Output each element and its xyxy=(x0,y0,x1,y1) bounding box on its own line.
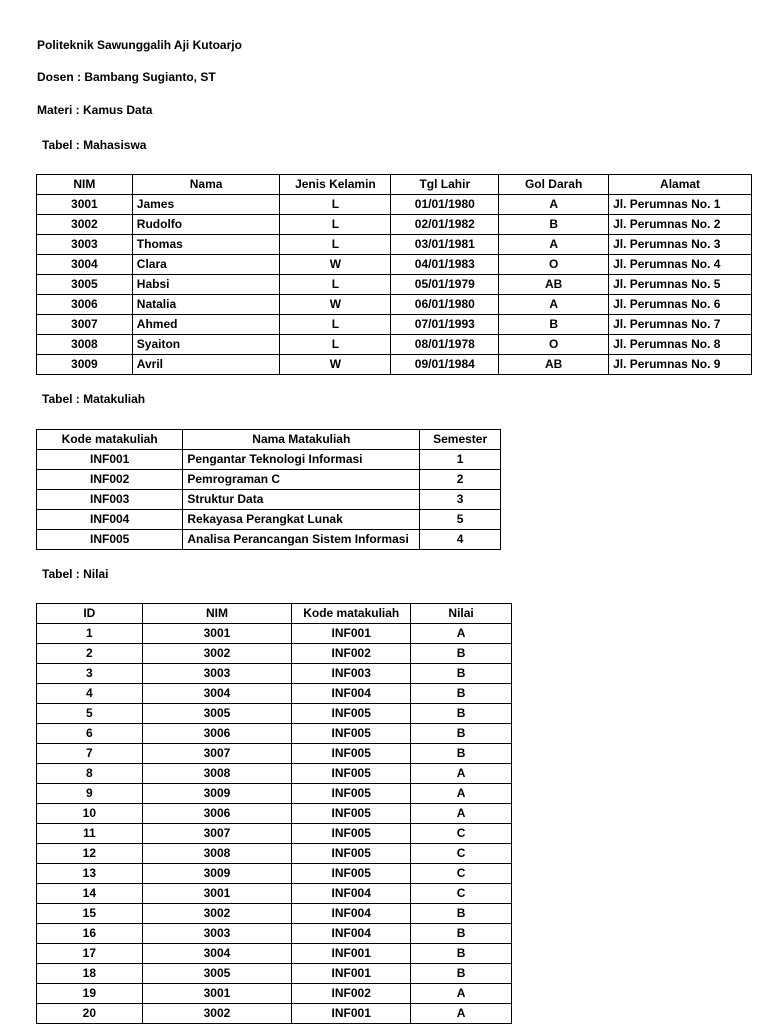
table-cell: A xyxy=(499,235,609,255)
table-cell: A xyxy=(411,804,512,824)
table-cell: 16 xyxy=(37,924,143,944)
nilai-col-header: ID xyxy=(37,604,143,624)
table-cell: 1 xyxy=(37,624,143,644)
table-row xyxy=(37,744,512,764)
table-cell: Rekayasa Perangkat Lunak xyxy=(183,510,420,530)
table-cell: INF005 xyxy=(292,804,411,824)
table-cell: 3009 xyxy=(37,355,133,375)
table-row xyxy=(37,884,512,904)
table-cell: Jl. Perumnas No. 9 xyxy=(609,355,752,375)
table-cell: L xyxy=(280,195,391,215)
table-cell: 3003 xyxy=(142,924,292,944)
table-cell: 5 xyxy=(37,704,143,724)
table-row xyxy=(37,704,512,724)
table-cell: 3 xyxy=(420,490,501,510)
table-cell: 3008 xyxy=(142,764,292,784)
table-cell: B xyxy=(411,644,512,664)
table-row xyxy=(37,684,512,704)
table-cell: 09/01/1984 xyxy=(391,355,499,375)
table-cell: 3008 xyxy=(37,335,133,355)
table-cell: Jl. Perumnas No. 3 xyxy=(609,235,752,255)
mahasiswa-col-header: Nama xyxy=(132,175,280,195)
table-cell: Ahmed xyxy=(132,315,280,335)
table-cell: Habsi xyxy=(132,275,280,295)
table-cell: INF004 xyxy=(292,884,411,904)
table-cell: A xyxy=(411,764,512,784)
table-cell: INF005 xyxy=(292,844,411,864)
mahasiswa-col-header: Gol Darah xyxy=(499,175,609,195)
table-cell: 13 xyxy=(37,864,143,884)
table-row xyxy=(37,824,512,844)
table-cell: 5 xyxy=(420,510,501,530)
table-cell: 9 xyxy=(37,784,143,804)
mahasiswa-col-header: Jenis Kelamin xyxy=(280,175,391,195)
table-cell: O xyxy=(499,255,609,275)
topic-line: Materi : Kamus Data xyxy=(37,103,153,117)
table-cell: Jl. Perumnas No. 5 xyxy=(609,275,752,295)
table-row xyxy=(37,235,752,255)
table-row xyxy=(37,355,752,375)
nilai-header-row xyxy=(37,604,512,624)
table-cell: 2 xyxy=(420,470,501,490)
mahasiswa-col-header: NIM xyxy=(37,175,133,195)
nilai-col-header: Kode matakuliah xyxy=(292,604,411,624)
table-cell: 3005 xyxy=(142,704,292,724)
table-cell: L xyxy=(280,215,391,235)
table-cell: C xyxy=(411,824,512,844)
table-row xyxy=(37,470,501,490)
table-cell: 3002 xyxy=(37,215,133,235)
table-cell: 3003 xyxy=(37,235,133,255)
table-cell: 8 xyxy=(37,764,143,784)
table-cell: 2 xyxy=(37,644,143,664)
table-cell: INF004 xyxy=(37,510,183,530)
table-cell: 3006 xyxy=(142,804,292,824)
table-cell: 3002 xyxy=(142,904,292,924)
table-cell: W xyxy=(280,255,391,275)
table-cell: B xyxy=(499,215,609,235)
table-cell: 3006 xyxy=(142,724,292,744)
table-cell: A xyxy=(411,1004,512,1024)
table-cell: 3004 xyxy=(37,255,133,275)
table-cell: 08/01/1978 xyxy=(391,335,499,355)
table-cell: INF005 xyxy=(37,530,183,550)
table-cell: B xyxy=(411,704,512,724)
table-cell: 12 xyxy=(37,844,143,864)
table-cell: 3004 xyxy=(142,684,292,704)
table-row xyxy=(37,1004,512,1024)
table-cell: 3008 xyxy=(142,844,292,864)
table-cell: Natalia xyxy=(132,295,280,315)
table-cell: C xyxy=(411,884,512,904)
table-row xyxy=(37,864,512,884)
institution-name: Politeknik Sawunggalih Aji Kutoarjo xyxy=(37,38,242,52)
table-row xyxy=(37,664,512,684)
table-cell: 1 xyxy=(420,450,501,470)
table-cell: INF005 xyxy=(292,864,411,884)
matakuliah-table xyxy=(36,429,501,550)
table-cell: INF001 xyxy=(292,944,411,964)
table-cell: 4 xyxy=(420,530,501,550)
mahasiswa-table xyxy=(36,174,752,375)
table-cell: 3001 xyxy=(142,884,292,904)
table-row xyxy=(37,490,501,510)
table-cell: B xyxy=(499,315,609,335)
table-row xyxy=(37,904,512,924)
table-cell: 20 xyxy=(37,1004,143,1024)
table-cell: 3003 xyxy=(142,664,292,684)
nilai-caption: Tabel : Nilai xyxy=(42,567,109,581)
table-cell: INF001 xyxy=(292,624,411,644)
table-cell: Jl. Perumnas No. 7 xyxy=(609,315,752,335)
table-cell: A xyxy=(499,195,609,215)
table-cell: 15 xyxy=(37,904,143,924)
table-cell: 3001 xyxy=(37,195,133,215)
table-row xyxy=(37,450,501,470)
table-row xyxy=(37,195,752,215)
table-row xyxy=(37,964,512,984)
table-cell: 3005 xyxy=(37,275,133,295)
matakuliah-col-header: Nama Matakuliah xyxy=(183,430,420,450)
table-cell: 10 xyxy=(37,804,143,824)
table-cell: A xyxy=(411,984,512,1004)
table-cell: 17 xyxy=(37,944,143,964)
table-cell: INF002 xyxy=(292,644,411,664)
table-row xyxy=(37,315,752,335)
table-cell: 3009 xyxy=(142,784,292,804)
table-cell: 3005 xyxy=(142,964,292,984)
table-cell: Pengantar Teknologi Informasi xyxy=(183,450,420,470)
table-row xyxy=(37,844,512,864)
mahasiswa-header-row xyxy=(37,175,752,195)
table-row xyxy=(37,644,512,664)
table-cell: INF004 xyxy=(292,684,411,704)
table-cell: 3007 xyxy=(37,315,133,335)
table-cell: L xyxy=(280,275,391,295)
table-cell: 01/01/1980 xyxy=(391,195,499,215)
table-cell: 3004 xyxy=(142,944,292,964)
table-cell: 05/01/1979 xyxy=(391,275,499,295)
table-cell: 3007 xyxy=(142,824,292,844)
table-row xyxy=(37,275,752,295)
table-cell: Thomas xyxy=(132,235,280,255)
table-cell: 18 xyxy=(37,964,143,984)
table-cell: INF002 xyxy=(37,470,183,490)
table-cell: INF001 xyxy=(37,450,183,470)
table-cell: Jl. Perumnas No. 8 xyxy=(609,335,752,355)
table-row xyxy=(37,295,752,315)
table-cell: 3002 xyxy=(142,644,292,664)
table-cell: B xyxy=(411,744,512,764)
table-cell: Syaiton xyxy=(132,335,280,355)
table-cell: Jl. Perumnas No. 4 xyxy=(609,255,752,275)
table-cell: INF005 xyxy=(292,744,411,764)
table-cell: INF002 xyxy=(292,984,411,1004)
table-cell: INF001 xyxy=(292,964,411,984)
table-cell: Jl. Perumnas No. 2 xyxy=(609,215,752,235)
nilai-col-header: NIM xyxy=(142,604,292,624)
table-cell: INF005 xyxy=(292,764,411,784)
table-cell: W xyxy=(280,295,391,315)
table-row xyxy=(37,984,512,1004)
table-cell: B xyxy=(411,944,512,964)
table-cell: INF005 xyxy=(292,724,411,744)
table-cell: 3 xyxy=(37,664,143,684)
table-cell: 02/01/1982 xyxy=(391,215,499,235)
table-row xyxy=(37,255,752,275)
table-cell: AB xyxy=(499,355,609,375)
table-cell: Avril xyxy=(132,355,280,375)
table-cell: 06/01/1980 xyxy=(391,295,499,315)
table-cell: Struktur Data xyxy=(183,490,420,510)
table-cell: B xyxy=(411,664,512,684)
table-cell: A xyxy=(411,624,512,644)
table-cell: C xyxy=(411,864,512,884)
table-cell: B xyxy=(411,964,512,984)
table-cell: L xyxy=(280,315,391,335)
table-cell: L xyxy=(280,235,391,255)
table-cell: 3001 xyxy=(142,984,292,1004)
table-row xyxy=(37,510,501,530)
table-cell: 3006 xyxy=(37,295,133,315)
table-row xyxy=(37,335,752,355)
nilai-col-header: Nilai xyxy=(411,604,512,624)
table-cell: INF004 xyxy=(292,924,411,944)
table-cell: 4 xyxy=(37,684,143,704)
table-cell: L xyxy=(280,335,391,355)
table-cell: INF005 xyxy=(292,704,411,724)
table-cell: James xyxy=(132,195,280,215)
table-cell: INF005 xyxy=(292,824,411,844)
mahasiswa-caption: Tabel : Mahasiswa xyxy=(42,138,147,152)
table-cell: A xyxy=(411,784,512,804)
table-cell: Clara xyxy=(132,255,280,275)
table-row xyxy=(37,924,512,944)
nilai-table xyxy=(36,603,512,1024)
table-cell: 04/01/1983 xyxy=(391,255,499,275)
table-cell: 3009 xyxy=(142,864,292,884)
table-cell: 6 xyxy=(37,724,143,744)
table-cell: INF003 xyxy=(292,664,411,684)
table-cell: Jl. Perumnas No. 1 xyxy=(609,195,752,215)
table-cell: Rudolfo xyxy=(132,215,280,235)
table-row xyxy=(37,624,512,644)
table-cell: INF001 xyxy=(292,1004,411,1024)
table-cell: B xyxy=(411,924,512,944)
matakuliah-caption: Tabel : Matakuliah xyxy=(42,392,146,406)
table-cell: B xyxy=(411,724,512,744)
table-row xyxy=(37,784,512,804)
table-cell: 14 xyxy=(37,884,143,904)
matakuliah-col-header: Semester xyxy=(420,430,501,450)
table-cell: 07/01/1993 xyxy=(391,315,499,335)
mahasiswa-col-header: Tgl Lahir xyxy=(391,175,499,195)
table-cell: 03/01/1981 xyxy=(391,235,499,255)
table-cell: B xyxy=(411,684,512,704)
table-cell: Analisa Perancangan Sistem Informasi xyxy=(183,530,420,550)
table-row xyxy=(37,724,512,744)
matakuliah-col-header: Kode matakuliah xyxy=(37,430,183,450)
table-cell: B xyxy=(411,904,512,924)
table-cell: 3001 xyxy=(142,624,292,644)
table-cell: 19 xyxy=(37,984,143,1004)
table-cell: A xyxy=(499,295,609,315)
table-cell: O xyxy=(499,335,609,355)
table-cell: 11 xyxy=(37,824,143,844)
table-cell: AB xyxy=(499,275,609,295)
mahasiswa-col-header: Alamat xyxy=(609,175,752,195)
table-cell: W xyxy=(280,355,391,375)
table-cell: INF004 xyxy=(292,904,411,924)
matakuliah-header-row xyxy=(37,430,501,450)
table-row xyxy=(37,215,752,235)
table-row xyxy=(37,944,512,964)
table-cell: Pemrograman C xyxy=(183,470,420,490)
table-cell: 7 xyxy=(37,744,143,764)
table-cell: Jl. Perumnas No. 6 xyxy=(609,295,752,315)
table-cell: INF005 xyxy=(292,784,411,804)
table-row xyxy=(37,764,512,784)
table-row xyxy=(37,804,512,824)
table-cell: 3007 xyxy=(142,744,292,764)
table-cell: INF003 xyxy=(37,490,183,510)
table-cell: 3002 xyxy=(142,1004,292,1024)
table-cell: C xyxy=(411,844,512,864)
lecturer-line: Dosen : Bambang Sugianto, ST xyxy=(37,70,216,84)
table-row xyxy=(37,530,501,550)
